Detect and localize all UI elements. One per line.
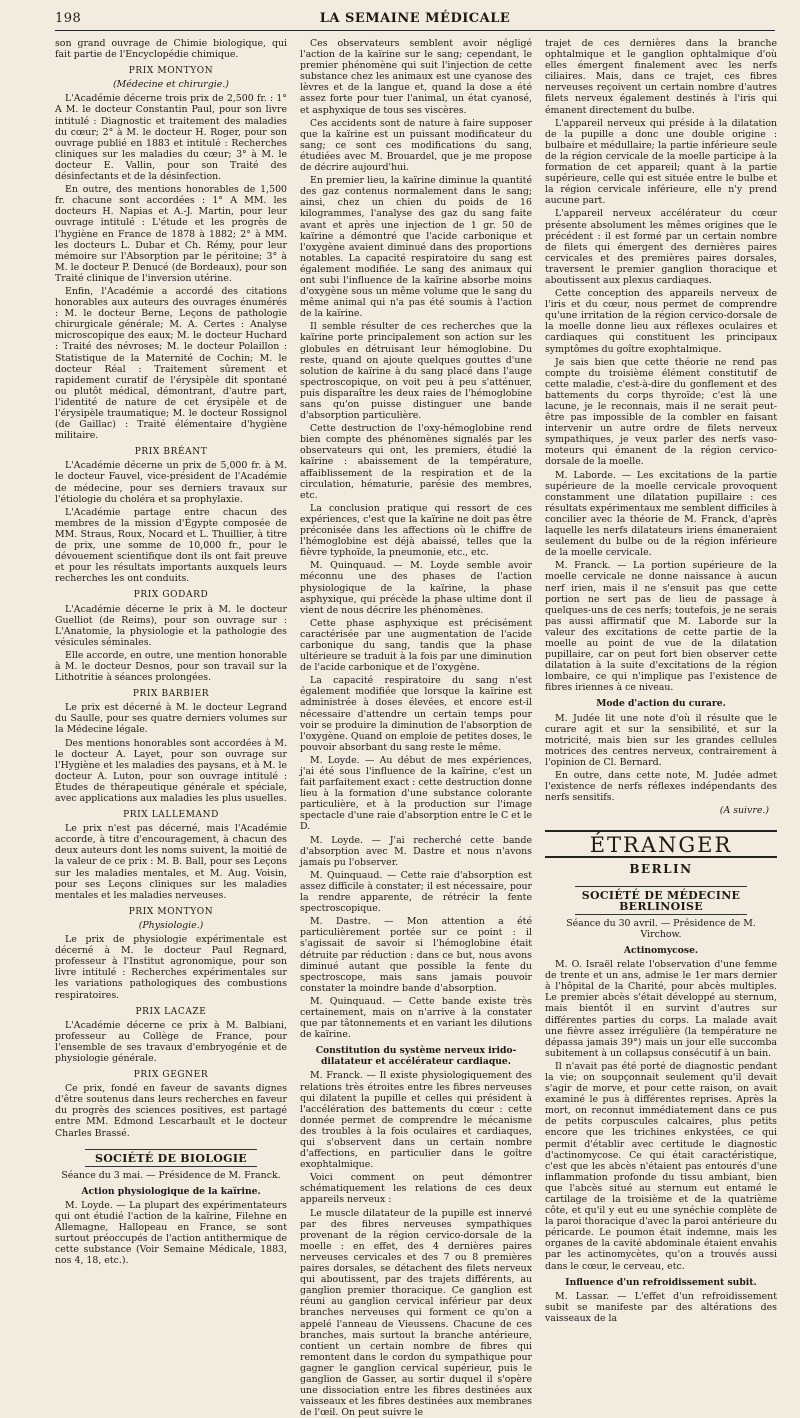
section-heading: PRIX BARBIER bbox=[132, 689, 210, 700]
column-1 bbox=[55, 38, 287, 1267]
paragraph: Le muscle dilatateur de la pupille est innervé par des fibres nerveuses sympathiques provenant de la région cervico-dorsale de la moelle : en effet, des 4 dernières paires nerveuses cervicales et des 7 ou 8 premières paires dorsales, se détachent des filets nerveux qui aboutissent, par des trajets différents, au ganglion premier thoracique. Ce ganglion est réuni au ganglion cervical inférieur par deux branches nerveuses qui forment ce qu'on a appelé l'anneau de Vieussens. Chacune de ces branches, mais surtout la branche antérieure, contient un certain nombre de fibres qui remontent dans le cordon du sympathique pour gagner le ganglion cervical supérieur, puis le ganglion de Gasser, au sortir duquel il s'opère une dissociation entre les fibres destinées aux vaisseaux et les fibres destinées aux membranes de l'œil. On peut suivre le bbox=[300, 1207, 532, 1418]
paragraph: M. O. Israël relate l'observation d'une femme de trente et un ans, admise le 1er mars dernier à l'hôpital de la Charité, pour abcès multiples. Le premier abcès s'était développé au sternum, mais bientôt il en survint d'autres sur différentes parties du corps. La malade avait une fièvre assez irrégulière (la température ne dépassa jamais 39°) mais un jour elle succomba subitement à un collapsus consécutif à un bain. bbox=[545, 959, 777, 1059]
paragraph: En outre, des mentions honorables de 1,500 fr. chacune sont accordées : 1° A MM. les docteurs H. Napias et A.-J. Martin, pour leur ouvrage intitulé : L'étude et les progrès de l'hygiène en France de 1878 à 1882; 2° à MM. les docteurs L. Dubar et Ch. Rémy, pour leur mémoire sur l'Absorption par le péritoine; 3° à M. le docteur P. Denucé (de Bordeaux), pour son Traité clinique de l'inversion utérine. bbox=[55, 184, 287, 284]
topic-heading: Mode d'action du curare. bbox=[596, 698, 726, 710]
paragraph: trajet de ces dernières dans la branche ophtalmique et le ganglion ophtalmique d'où elles émergent finalement avec les nerfs ciliaires. Mais, dans ce trajet, ces fibres nerveuses reçoivent un certain nombre d'autres filets nerveux également destinés à l'iris qui émanent directement du bulbe. bbox=[545, 38, 777, 116]
paragraph: M. Quinquaud. — Cette bande existe très certainement, mais on n'arrive à la constater que par tâtonnements et en variant les dilutions de kaïrine. bbox=[300, 995, 532, 1041]
paragraph: son grand ouvrage de Chimie biologique, qui fait partie de l'Encyclopédie chimique. bbox=[55, 38, 287, 61]
paragraph: M. Dastre. — Mon attention a été particulièrement portée sur ce point : il s'agissait de savoir si l'hémoglobine était détruite par réduction : dans ce but, nous avons diminué autant que possible la fente du spectroscope, mais sans jamais pouvoir constater la moindre bande d'absorption. bbox=[300, 916, 532, 994]
paragraph: M. Loyde. — Au début de mes expériences, j'ai été sous l'influence de la kaïrine, c'est un fait parfaitement exact : cette destruction donne lieu à la formation d'une substance colorante particulière, et à la production sur l'image spectacle d'une raie d'absorption entre le C et le D. bbox=[300, 754, 532, 833]
section-heading: PRIX MONTYON bbox=[128, 66, 214, 77]
paragraph: Cette destruction de l'oxy-hémoglobine rend bien compte des phénomènes signalés par les observateurs qui ont, les premiers, étudié la kaïrine : abaissement de la température, affaiblissement de la respiration et de la circulation, hématurie, parésie des membres, etc. bbox=[300, 423, 532, 501]
topic-heading: Influence d'un refroidissement subit. bbox=[565, 1276, 757, 1288]
paragraph: Le prix n'est pas décerné, mais l'Académie accorde, à titre d'encouragement, à chacun des deux auteurs dont les noms suivent, la moitié de la valeur de ce prix : M. B. Ball, pour ses Leçons sur les maladies mentales, et M. Aug. Voisin, pour ses Leçons cliniques sur les maladies mentales et les maladies nerveuses. bbox=[55, 823, 287, 901]
paragraph: M. Quinquaud. — Cette raie d'absorption est assez difficile à constater; il est nécessaire, pour la rendre apparente, de rétrécir la fente spectroscopique. bbox=[300, 869, 532, 915]
journal-title: LA SEMAINE MÉDICALE bbox=[319, 11, 511, 26]
paragraph: Cette conception des appareils nerveux de l'iris et du cœur, nous permet de comprendre qu'une irritation de la région cervico-dorsale de la moelle donne lieu aux réflexes oculaires et cardiaques qui constituent les principaux symptômes du goître exophtalmique. bbox=[545, 288, 777, 355]
paragraph: Voici comment on peut démontrer schématiquement les relations de ces deux appareils nerveux : bbox=[300, 1172, 532, 1206]
paragraph: La conclusion pratique qui ressort de ces expériences, c'est que la kaïrine ne doit pas être préconisée dans les affections où le chiffre de l'hémoglobine est déjà abaissé, telles que la fièvre typhoïde, la pneumonie, etc., etc. bbox=[300, 502, 532, 559]
column-3 bbox=[545, 38, 777, 1324]
session-line: Séance du 3 mai. — Présidence de M. Franck. bbox=[61, 1169, 281, 1181]
session-line: Séance du 30 avril. — Présidence de M. Virchow. bbox=[566, 917, 756, 940]
page-number: 198 bbox=[55, 11, 82, 26]
paragraph: L'Académie décerne ce prix à M. Balbiani, professeur au Collège de France, pour l'ensemble de ses travaux d'embryogénie et de physiologie générale. bbox=[55, 1019, 287, 1064]
section-heading: PRIX LACAZE bbox=[135, 1006, 207, 1017]
paragraph: M. Quinquaud. — M. Loyde semble avoir méconnu une des phases de l'action physiologique de la kaïrine, la phase asphyxique, qui précède la phase ultime dont il vient de nous décrire les phénomènes. bbox=[300, 560, 532, 616]
continued-note: (A suivre.) bbox=[719, 805, 769, 817]
section-subheading: (Physiologie.) bbox=[138, 919, 204, 931]
paragraph: Je sais bien que cette théorie ne rend pas compte du troisième élément constitutif de cette maladie, c'est-à-dire du gonflement et des battements du corps thyroïde; c'est là une lacune, je le reconnais, mais il ne serait peut-être pas impossible de la combler en faisant intervenir un autre ordre de filets nerveux sympathiques, je veux parler des nerfs vaso-moteurs qui émanent de la région cervico-dorsale de la moelle. bbox=[545, 356, 777, 468]
column-2 bbox=[300, 38, 532, 1418]
paragraph: Elle accorde, en outre, une mention honorable à M. le docteur Desnos, pour son travail sur la Lithotritie à séances prolongées. bbox=[55, 649, 287, 684]
paragraph: M. Franck. — Il existe physiologiquement des relations très étroites entre les fibres nerveuses qui dilatent la pupille et celles qui président à l'accélération des battements du cœur : cette donnée permet de comprendre le mécanisme des troubles à la fois oculaires et cardiaques, qui s'observent dans un certain nombre d'affections, en particulier dans le goître exophtalmique. bbox=[300, 1070, 532, 1171]
paragraph: L'Académie décerne un prix de 5,000 fr. à M. le docteur Fauvel, vice-président de l'Académie de médecine, pour ses derniers travaux sur l'étiologie du choléra et sa prophylaxie. bbox=[55, 460, 287, 505]
section-heading: PRIX MONTYON bbox=[128, 906, 214, 917]
paragraph: Enfin, l'Académie a accordé des citations honorables aux auteurs des ouvrages énumérés : M. le docteur Berne, Leçons de pathologie chirurgicale générale; M. A. Certes : Analyse microscopique des eaux; M. le docteur Huchard : Traité des névroses; M. le docteur Polaillon : Statistique de la Maternité de Cochin; M. le docteur Réal : Traitement sûrement et rapidement curatif de l'érysipèle dit spontané ou plutôt médical, démontrant, d'autre part, l'identité de nature de cet érysipèle et de l'érysipèle traumatique; M. le docteur Rossignol (de Gaillac) : Traité élémentaire d'hygiène militaire. bbox=[55, 285, 287, 442]
paragraph: Il semble résulter de ces recherches que la kaïrine porte principalement son action sur les globules en détruisant leur hémoglobine. Du reste, quand on ajoute quelques gouttes d'une solution de kaïrine à du sang placé dans l'auge spectroscopique, on voit peu à peu s'atténuer, puis disparaître les deux raies de l'hémoglobine sans qu'on puisse distinguer une bande d'absorption particulière. bbox=[300, 321, 532, 422]
paragraph: L'Académie partage entre chacun des membres de la mission d'Égypte composée de MM. Straus, Roux, Nocard et L. Thuillier, à titre de prix, une somme de 10,000 fr., pour le dévouement scientifique dont ils ont fait preuve et pour les résultats importants auxquels leurs recherches les ont conduits. bbox=[55, 506, 287, 585]
paragraph: En premier lieu, la kaïrine diminue la quantité des gaz contenus normalement dans le sang; ainsi, chez un chien du poids de 16 kilogrammes, l'analyse des gaz du sang faite avant et après une injection de 1 gr. 50 de kaïrine a démontré que l'acide carbonique et l'oxygène avaient diminué dans des proportions notables. La capacité respiratoire du sang est également modifiée. Le sang des animaux qui ont subi l'influence de la kaïrine absorbe moins d'oxygène sous un même volume que le sang du même animal qui n'a pas été soumis à l'action de la kaïrine. bbox=[300, 175, 532, 320]
paragraph: M. Judée lit une note d'où il résulte que le curare agit et sur la sensibilité, et sur la motricité, mais bien sur les grandes cellules motrices des centres nerveux, contrairement à l'opinion de Cl. Bernard. bbox=[545, 712, 777, 768]
section-subheading: (Médecine et chirurgie.) bbox=[113, 79, 229, 91]
paragraph: L'appareil nerveux accélérateur du cœur présente absolument les mêmes origines que le précédent : il est formé par un certain nombre de filets qui émergent des dernières paires cervicales et des premières paires dorsales, traversent le premier ganglion thoracique et aboutissent aux plexus cardiaques. bbox=[545, 208, 777, 286]
paragraph: M. Loyde. — J'ai recherché cette bande d'absorption avec M. Dastre et nous n'avons jamais pu l'observer. bbox=[300, 834, 532, 868]
paragraph: La capacité respiratoire du sang n'est également modifiée que lorsque la kaïrine est administrée à doses élevées, et encore est-il nécessaire d'attendre un certain temps pour voir se produire la diminution de l'absorption de l'oxygène. Quand on emploie de petites doses, le pouvoir absorbant du sang reste le même. bbox=[300, 675, 532, 753]
section-heading: PRIX BRÉANT bbox=[134, 447, 208, 458]
paragraph: L'Académie décerne le prix à M. le docteur Guelliot (de Reims), pour son ouvrage sur : L'Anatomie, la physiologie et la pathologie des vésicules séminales. bbox=[55, 603, 287, 648]
paragraph: Ce prix, fondé en faveur de savants dignes d'être soutenus dans leurs recherches en faveur du progrès des sciences positives, est partagé entre MM. Edmond Lescarbault et le docteur Charles Brassé. bbox=[55, 1083, 287, 1139]
paragraph: Le prix est décerné à M. le docteur Legrand du Saulle, pour ses quatre derniers volumes sur la Médecine légale. bbox=[55, 702, 287, 736]
paragraph: Des mentions honorables sont accordées à M. le docteur A. Layet, pour son ouvrage sur l'Hygiène et les maladies des paysans, et à M. le docteur A. Luton, pour son ouvrage intitulé : Études de thérapeutique générale et spéciale, avec applications aux maladies les plus usuelles. bbox=[55, 737, 287, 804]
paragraph: Ces accidents sont de nature à faire supposer que la kaïrine est un puissant modificateur du sang; ce sont ces modifications du sang, étudiées avec M. Brouardel, que je me propose de décrire aujourd'hui. bbox=[300, 117, 532, 174]
society-title: SOCIÉTÉ DE MÉDECINE BERLINOISE bbox=[575, 886, 747, 915]
paragraph: L'Académie décerne trois prix de 2,500 fr. : 1° A M. le docteur Constantin Paul, pour son livre intitulé : Diagnostic et traitement des maladies du cœur; 2° à M. le docteur H. Roger, pour son ouvrage publié en 1883 et intitulé : Recherches cliniques sur les maladies du cœur; 3° à M. le docteur E. Vallin, pour son Traité des désinfectants et de la désinfection. bbox=[55, 93, 287, 183]
paragraph: Il n'avait pas été porté de diagnostic pendant la vie; on soupçonnait seulement qu'il devait s'agir de morve, et pour cette raison, on avait examiné le pus à différentes reprises. Après la mort, on reconnut immédiatement dans ce pus de petits corpuscules calcaires, plus petits encore que les trichines enkystées, ce qui permit d'établir avec certitude le diagnostic d'actinomycose. Ce qui était caractéristique, c'est que les abcès n'étaient pas entourés d'une inflammation profonde du tissu ambiant, bien que l'abcès situé au sternum eut entamé le cartilage de la troisième et de la quatrième côte, et qu'il y eut eu une synéchie complète de la paroi thoracique d'avec la paroi antérieure du péricarde. Le poumon était indemne, mais les organes de la cavité abdominale étaient envahis par les actinomycètes, qu'on a trouvés aussi dans le cœur, le cerveau, etc. bbox=[545, 1060, 777, 1272]
section-heading: PRIX GODARD bbox=[133, 590, 209, 601]
topic-heading: Action physiologique de la kaïrine. bbox=[81, 1185, 261, 1197]
section-heading: PRIX LALLEMAND bbox=[123, 810, 219, 821]
paragraph: Cette phase asphyxique est précisément caractérisée par une augmentation de l'acide carbonique du sang, tandis que la phase ultérieure se traduit à la fois par une diminution de l'acide carbonique et de l'oxygène. bbox=[300, 617, 532, 674]
paragraph: M. Lassar. — L'effet d'un refroidissement subit se manifeste par des altérations des vaisseaux de la bbox=[545, 1290, 777, 1324]
paragraph: M. Laborde. — Les excitations de la partie supérieure de la moelle cervicale provoquent constamment une dilatation pupillaire : ces résultats expérimentaux me semblent difficiles à concilier avec la théorie de M. Franck, d'après laquelle les nerfs dilatateurs iriens émaneraient seulement du bulbe ou de la région inférieure de la moelle cervicale. bbox=[545, 469, 777, 559]
page-header bbox=[55, 8, 775, 31]
section-heading: PRIX GEGNER bbox=[133, 1070, 209, 1081]
paragraph: L'appareil nerveux qui préside à la dilatation de la pupille a donc une double origine : bulbaire et médullaire; la partie inférieure seule de la région cervicale de la moelle participe à la formation de cet appareil; quant à la partie supérieure, celle qui est située entre le bulbe et la région cervicale inférieure, elle n'y prend aucune part. bbox=[545, 117, 777, 207]
city-heading: BERLIN bbox=[629, 862, 693, 877]
topic-heading: Constitution du système nerveux irido-dilatateur et accélérateur cardiaque. bbox=[315, 1045, 517, 1068]
society-title: SOCIÉTÉ DE BIOLOGIE bbox=[85, 1149, 257, 1167]
foreign-section-title: ÉTRANGER bbox=[545, 830, 777, 858]
paragraph: En outre, dans cette note, M. Judée admet l'existence de nerfs réflexes indépendants des nerfs sensitifs. bbox=[545, 770, 777, 804]
paragraph: Le prix de physiologie expérimentale est décerné à M. le docteur Paul Regnard, professeur à l'Institut agronomique, pour son livre intitulé : Recherches expérimentales sur les variations pathologiques des combustions respiratoires. bbox=[55, 934, 287, 1001]
topic-heading: Actinomycose. bbox=[623, 944, 699, 956]
paragraph: Ces observateurs semblent avoir négligé l'action de la kaïrine sur le sang; cependant, le premier phénomène qui suit l'injection de cette substance chez les animaux est une cyanose des lèvres et de la langue et, quand la dose a été assez forte pour tuer l'animal, un état cyanosé, et asphyxique de tous ses viscères. bbox=[300, 38, 532, 116]
paragraph: M. Franck. — La portion supérieure de la moelle cervicale ne donne naissance à aucun nerf irien, mais il ne s'ensuit pas que cette portion ne sert pas de lieu de passage à quelques-uns de ces nerfs; toutefois, je ne serais pas aussi affirmatif que M. Laborde sur la valeur des excitations de cette partie de la moelle au point de vue de la dilatation pupillaire, car on peut fort bien observer cette dilatation à la suite d'excitations de la région lombaire, ce qui n'implique pas l'existence de fibres iriennes à ce niveau. bbox=[545, 560, 777, 694]
paragraph: M. Loyde. — La plupart des expérimentateurs qui ont étudié l'action de la kaïrine, Filehne en Allemagne, Hallopeau en France, se sont surtout préoccupés de l'action antithermique de cette substance (Voir Semaine Médicale, 1883, nos 4, 18, etc.). bbox=[55, 1199, 287, 1267]
